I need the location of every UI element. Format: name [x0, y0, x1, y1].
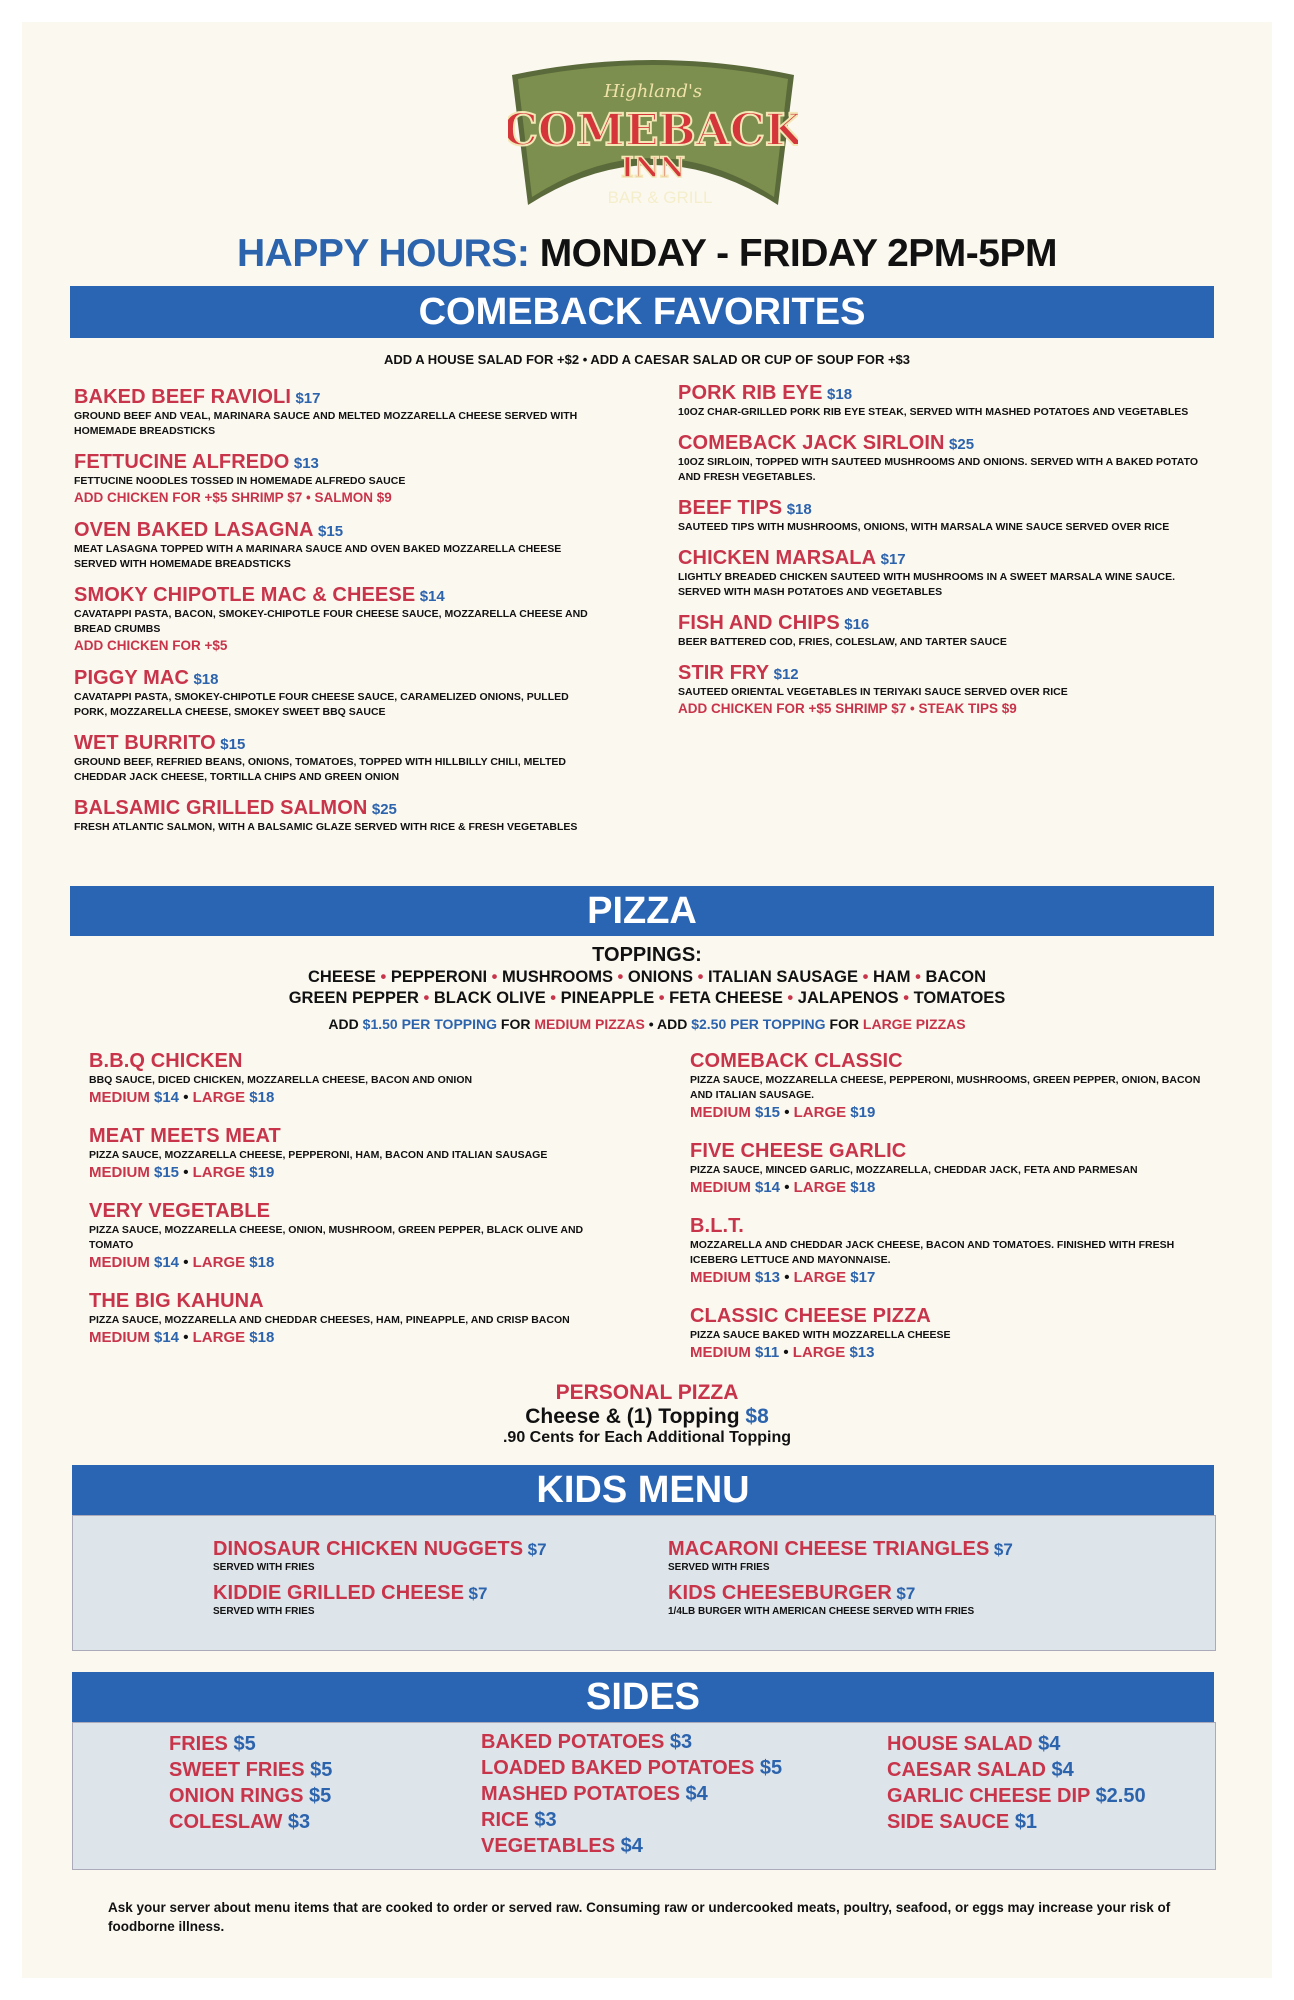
menu-item-price: $18 [786, 501, 812, 518]
menu-item-title-line [678, 547, 1238, 570]
menu-item-price: $25 [371, 801, 397, 818]
add-on-price: +$5 [808, 701, 832, 716]
side-item-price: $4 [620, 1835, 643, 1857]
pizza-description: BBQ SAUCE, DICED CHICKEN, MOZZARELLA CHEESE, BACON AND ONION [89, 1074, 473, 1086]
price-medium: $11 [755, 1344, 780, 1361]
topping-separator: • [858, 968, 873, 986]
side-item-name: SIDE SAUCE [887, 1811, 1010, 1833]
menu-item-price: $18 [193, 671, 219, 688]
size-label-large: LARGE [192, 1329, 246, 1346]
pizza-sizes: MEDIUM $14 • LARGE $18 [89, 1089, 275, 1106]
kids-item-price: $7 [896, 1584, 916, 1603]
topping-separator: • [782, 989, 798, 1007]
pizza-name: FIVE CHEESE GARLIC [690, 1140, 907, 1162]
menu-item-title-line [74, 386, 634, 409]
menu-item-price: $15 [220, 736, 246, 753]
menu-item-title-line [678, 382, 1238, 405]
menu-item [678, 432, 1238, 485]
topping-separator: • [898, 989, 914, 1007]
menu-item-title-line [678, 662, 1238, 685]
topping: TOMATOES [913, 989, 1006, 1007]
topping-separator: • [654, 989, 670, 1007]
topping: MUSHROOMS [502, 968, 613, 986]
side-item-name: COLESLAW [169, 1811, 283, 1833]
topping: PINEAPPLE [560, 989, 655, 1007]
topping: CHEESE [308, 968, 376, 986]
menu-item [74, 386, 634, 439]
menu-item-description: BEER BATTERED COD, FRIES, COLESLAW, AND TARTER SAUCE [678, 636, 1007, 648]
menu-item-name: CHICKEN MARSALA [678, 547, 877, 569]
side-item-price: $5 [759, 1757, 783, 1779]
kids-header: KIDS MENU [72, 1465, 1214, 1515]
personal-pizza-line: Cheese & (1) Topping [525, 1405, 740, 1428]
size-label-medium: MEDIUM [690, 1344, 751, 1361]
personal-pizza-price: $8 [745, 1405, 769, 1428]
size-label-medium: MEDIUM [89, 1164, 150, 1181]
sides-column-3 [887, 1731, 1146, 1835]
menu-item [74, 451, 634, 507]
size-label-large: LARGE [793, 1179, 847, 1196]
pizza-item [690, 1050, 1250, 1122]
menu-item-name: BALSAMIC GRILLED SALMON [74, 797, 368, 819]
side-item-name: RICE [481, 1809, 529, 1831]
side-item [481, 1729, 782, 1755]
pizza-item [89, 1290, 649, 1347]
price-large: $19 [249, 1164, 275, 1181]
menu-item-price: $15 [318, 523, 344, 540]
add-on-label: ADD CHICKEN FOR [74, 638, 201, 653]
toppings-line-1 [0, 968, 1294, 987]
pizza-description: PIZZA SAUCE BAKED WITH MOZZARELLA CHEESE [690, 1329, 951, 1341]
side-item [887, 1757, 1146, 1783]
kids-item [668, 1582, 974, 1618]
add-on-price: $7 [891, 701, 907, 716]
favorites-note: ADD A HOUSE SALAD FOR +$2 • ADD A CAESAR SALAD OR CUP OF SOUP FOR +$3 [383, 352, 911, 367]
menu-item-name: BEEF TIPS [678, 497, 783, 519]
pizza-item [690, 1305, 1250, 1362]
sides-column-2 [481, 1729, 782, 1859]
pizza-item [89, 1050, 649, 1107]
side-item-name: GARLIC CHEESE DIP [887, 1785, 1090, 1807]
side-item-name: VEGETABLES [481, 1835, 616, 1857]
menu-item [678, 382, 1238, 420]
topping-separator: • [375, 968, 391, 986]
size-label-large: LARGE [192, 1164, 246, 1181]
menu-item-name: PORK RIB EYE [678, 382, 823, 404]
price-medium: $13 [755, 1269, 781, 1286]
kids-item-title-line [668, 1582, 974, 1605]
size-label-medium: MEDIUM [89, 1329, 150, 1346]
pizza-description: PIZZA SAUCE, MOZZARELLA AND CHEDDAR CHEESES, HAM, PINEAPPLE, AND CRISP BACON [89, 1314, 570, 1326]
menu-item-description: LIGHTLY BREADED CHICKEN SAUTEED WITH MUSHROOMS IN A SWEET MARSALA WINE SAUCE. SERVED WITH MASH POTATOES AND VEGETABLES [678, 571, 1176, 598]
size-label-medium: MEDIUM [89, 1089, 150, 1106]
pizza-name: B.B.Q CHICKEN [89, 1050, 243, 1072]
menu-item-description: FRESH ATLANTIC SALMON, WITH A BALSAMIC GLAZE SERVED WITH RICE & FRESH VEGETABLES [74, 821, 578, 833]
menu-item-name: BAKED BEEF RAVIOLI [74, 386, 291, 408]
side-item-price: $3 [534, 1809, 557, 1831]
menu-item-title-line [74, 451, 634, 474]
size-label-large: LARGE [192, 1089, 246, 1106]
kids-item-price: $7 [527, 1540, 547, 1559]
topping: BACON [925, 968, 986, 986]
menu-item-description: CAVATAPPI PASTA, BACON, SMOKEY-CHIPOTLE FOUR CHEESE SAUCE, MOZZARELLA CHEESE AND BREAD CRUMBS [74, 608, 588, 635]
size-label-medium: MEDIUM [690, 1179, 751, 1196]
pizza-item [690, 1215, 1250, 1287]
side-item [169, 1783, 332, 1809]
pizza-name: VERY VEGETABLE [89, 1200, 271, 1222]
size-label-large: LARGE [192, 1254, 246, 1271]
pizza-item [89, 1125, 649, 1182]
side-item-price: $5 [233, 1733, 256, 1755]
pizza-description: PIZZA SAUCE, MINCED GARLIC, MOZZARELLA, CHEDDAR JACK, FETA AND PARMESAN [690, 1164, 1138, 1176]
menu-item-price: $17 [880, 551, 906, 568]
side-item-price: $3 [669, 1731, 693, 1753]
menu-item-description: MEAT LASAGNA TOPPED WITH A MARINARA SAUCE AND OVEN BAKED MOZZARELLA CHEESE SERVED WITH HOMEMADE BREADSTICKS [74, 543, 562, 570]
price-large: $18 [249, 1089, 275, 1106]
pizza-description: PIZZA SAUCE, MOZZARELLA CHEESE, PEPPERONI, MUSHROOMS, GREEN PEPPER, ONION, BACON AND ITALIAN SAUSAGE. [690, 1074, 1201, 1101]
favorites-left-column [74, 386, 634, 847]
kids-item-description: SERVED WITH FRIES [213, 1606, 315, 1617]
menu-item-description: GROUND BEEF AND VEAL, MARINARA SAUCE AND MELTED MOZZARELLA CHEESE SERVED WITH HOMEMADE BREADSTICKS [74, 410, 578, 437]
side-item [481, 1755, 782, 1781]
kids-item-description: 1/4LB BURGER WITH AMERICAN CHEESE SERVED WITH FRIES [668, 1606, 975, 1617]
pizza-name: CLASSIC CHEESE PIZZA [690, 1305, 931, 1327]
menu-item-description: 10OZ CHAR-GRILLED PORK RIB EYE STEAK, SERVED WITH MASHED POTATOES AND VEGETABLES [678, 406, 1189, 418]
menu-item-name: FISH AND CHIPS [678, 612, 840, 634]
menu-item-title-line [678, 432, 1238, 455]
pizza-description: MOZZARELLA AND CHEDDAR JACK CHEESE, BACON AND TOMATOES. FINISHED WITH FRESH ICEBERG LETTUCE AND MAYONNAISE. [690, 1239, 1175, 1266]
logo-line3: INN [620, 151, 686, 184]
menu-item-title-line [74, 519, 634, 542]
price-medium: $15 [755, 1104, 781, 1121]
add-on-label: SHRIMP [835, 701, 888, 716]
size-label-large: LARGE [793, 1269, 847, 1286]
kids-item-description: SERVED WITH FRIES [213, 1562, 315, 1573]
size-label-medium: MEDIUM [89, 1254, 150, 1271]
topping-separator: • [487, 968, 503, 986]
kids-item [213, 1582, 487, 1618]
menu-item [74, 667, 634, 720]
pizza-sizes: MEDIUM $14 • LARGE $18 [690, 1179, 876, 1196]
size-label-large: LARGE [793, 1104, 847, 1121]
menu-item-name: PIGGY MAC [74, 667, 189, 689]
side-item [887, 1783, 1146, 1809]
menu-item-description: 10OZ SIRLOIN, TOPPED WITH SAUTEED MUSHROOMS AND ONIONS. SERVED WITH A BAKED POTATO AND FRESH VEGETABLES. [678, 456, 1198, 483]
happy-hours [0, 232, 1294, 276]
personal-pizza-title: PERSONAL PIZZA [555, 1381, 739, 1404]
side-item-price: $1 [1014, 1811, 1038, 1833]
pizza-right-column [690, 1050, 1250, 1380]
side-item-price: $4 [1051, 1759, 1074, 1781]
pizza-sizes: MEDIUM $15 • LARGE $19 [690, 1104, 876, 1121]
menu-item-name: WET BURRITO [74, 732, 216, 754]
kids-item-title-line [668, 1538, 1013, 1561]
side-item [887, 1809, 1146, 1835]
menu-item-price: $25 [949, 436, 975, 453]
topping: HAM [872, 968, 911, 986]
menu-item-description: SAUTEED ORIENTAL VEGETABLES IN TERIYAKI SAUCE SERVED OVER RICE [678, 686, 1068, 698]
price-medium: $15 [154, 1164, 180, 1181]
side-item-name: BAKED POTATOES [481, 1731, 665, 1753]
price-large: $17 [850, 1269, 876, 1286]
pizza-sizes: MEDIUM $14 • LARGE $18 [89, 1329, 275, 1346]
kids-item-name: KIDDIE GRILLED CHEESE [213, 1582, 465, 1604]
menu-item-name: COMEBACK JACK SIRLOIN [678, 432, 945, 454]
side-item-price: $4 [685, 1783, 708, 1805]
menu-item [74, 584, 634, 655]
price-large: $19 [850, 1104, 876, 1121]
price-large: $13 [849, 1344, 875, 1361]
side-item [169, 1809, 332, 1835]
toppings-line-2 [0, 989, 1294, 1008]
add-on-options: ADD CHICKEN FOR +$5 SHRIMP $7 • SALMON $9 [74, 490, 392, 505]
pizza-name: MEAT MEETS MEAT [89, 1125, 281, 1147]
side-item-name: LOADED BAKED POTATOES [481, 1757, 755, 1779]
topping: PEPPERONI [390, 968, 488, 986]
kids-box [72, 1515, 1216, 1651]
add-on-price: $9 [1001, 701, 1017, 716]
sides-header: SIDES [72, 1672, 1214, 1722]
menu-item [678, 612, 1238, 650]
food-safety-disclaimer: Ask your server about menu items that are cooked to order or served raw. Consuming raw or undercooked meats, poultry, seafood, or eggs may increase your risk of foodborne illness. [108, 1900, 1171, 1934]
topping: FETA CHEESE [669, 989, 783, 1007]
sides-column-1 [169, 1731, 332, 1835]
side-item-price: $2.50 [1095, 1785, 1146, 1807]
add-on-price: +$5 [204, 638, 228, 653]
happy-hours-label: HAPPY HOURS: [237, 232, 530, 275]
topping-price-note: ADD $1.50 PER TOPPING FOR MEDIUM PIZZAS • ADD $2.50 PER TOPPING FOR LARGE PIZZAS [328, 1016, 966, 1032]
pizza-item [690, 1140, 1250, 1197]
toppings-label: TOPPINGS: [592, 944, 702, 966]
price-medium: $14 [154, 1329, 180, 1346]
menu-item-title-line [74, 667, 634, 690]
menu-item-price: $16 [844, 616, 870, 633]
logo-line4: BAR & GRILL [607, 188, 713, 207]
side-item-price: $5 [310, 1759, 333, 1781]
side-item [169, 1757, 332, 1783]
pizza-description: PIZZA SAUCE, MOZZARELLA CHEESE, PEPPERONI, HAM, BACON AND ITALIAN SAUSAGE [89, 1149, 548, 1161]
size-label-large: LARGE [792, 1344, 846, 1361]
pizza-item [89, 1200, 649, 1272]
menu-item-name: STIR FRY [678, 662, 770, 684]
topping: GREEN PEPPER [288, 989, 419, 1007]
menu-item-title-line [74, 732, 634, 755]
pizza-name: B.L.T. [690, 1215, 744, 1237]
pizza-sizes: MEDIUM $13 • LARGE $17 [690, 1269, 876, 1286]
pizza-sizes: MEDIUM $15 • LARGE $19 [89, 1164, 275, 1181]
side-item [481, 1807, 782, 1833]
favorites-right-column [678, 382, 1238, 730]
kids-item-price: $7 [993, 1540, 1013, 1559]
topping: ONIONS [627, 968, 694, 986]
menu-item-description: GROUND BEEF, REFRIED BEANS, ONIONS, TOMATOES, TOPPED WITH HILLBILLY CHILI, MELTED CHEDDAR JACK CHEESE, TORTILLA CHIPS AND GREEN ONION [74, 756, 566, 783]
kids-item-description: SERVED WITH FRIES [668, 1562, 770, 1573]
kids-item [213, 1538, 547, 1574]
menu-item-description: FETTUCINE NOODLES TOSSED IN HOMEMADE ALFREDO SAUCE [74, 475, 406, 487]
restaurant-logo [508, 55, 798, 225]
kids-item-title-line [213, 1582, 487, 1605]
add-on-label: STEAK TIPS [918, 701, 998, 716]
menu-item-title-line [74, 584, 634, 607]
menu-item [678, 497, 1238, 535]
menu-item [678, 547, 1238, 600]
pizza-description: PIZZA SAUCE, MOZZARELLA CHEESE, ONION, MUSHROOM, GREEN PEPPER, BLACK OLIVE AND TOMATO [89, 1224, 584, 1251]
add-on-label: SHRIMP [231, 490, 284, 505]
side-item-name: FRIES [169, 1733, 228, 1755]
topping-separator: • [693, 968, 708, 986]
menu-item [74, 519, 634, 572]
add-on-options: ADD CHICKEN FOR +$5 SHRIMP $7 • STEAK TIPS $9 [678, 701, 1017, 716]
sides-box [72, 1722, 1216, 1870]
menu-item-price: $18 [827, 386, 853, 403]
topping-separator: • [545, 989, 561, 1007]
logo-line2: COMEBACK [508, 105, 798, 156]
size-label-medium: MEDIUM [690, 1104, 751, 1121]
kids-item [668, 1538, 1013, 1574]
menu-item [678, 662, 1238, 718]
personal-pizza-extra: .90 Cents for Each Additional Topping [502, 1429, 791, 1446]
menu-item [74, 797, 634, 835]
add-on-label: ADD CHICKEN FOR [678, 701, 805, 716]
topping-separator: • [910, 968, 926, 986]
personal-pizza [0, 1381, 1294, 1447]
kids-item-title-line [213, 1538, 547, 1561]
side-item [481, 1833, 782, 1859]
pizza-name: THE BIG KAHUNA [89, 1290, 264, 1312]
side-item [481, 1781, 782, 1807]
price-large: $18 [249, 1329, 275, 1346]
menu-item-name: FETTUCINE ALFREDO [74, 451, 290, 473]
side-item-name: MASHED POTATOES [481, 1783, 680, 1805]
menu-item-price: $13 [293, 455, 319, 472]
logo-line1: Highland's [603, 81, 703, 102]
kids-item-price: $7 [468, 1584, 488, 1603]
menu-item-description: SAUTEED TIPS WITH MUSHROOMS, ONIONS, WITH MARSALA WINE SAUCE SERVED OVER RICE [678, 521, 1170, 533]
pizza-left-column [89, 1050, 649, 1365]
side-item-price: $4 [1038, 1733, 1061, 1755]
menu-item-title-line [678, 497, 1238, 520]
price-large: $18 [850, 1179, 876, 1196]
topping: JALAPENOS [797, 989, 899, 1007]
add-on-label: SALMON [314, 490, 373, 505]
pizza-name: COMEBACK CLASSIC [690, 1050, 903, 1072]
side-item [887, 1731, 1146, 1757]
side-item-name: HOUSE SALAD [887, 1733, 1033, 1755]
menu-item-price: $12 [773, 666, 799, 683]
topping: BLACK OLIVE [433, 989, 546, 1007]
price-medium: $14 [755, 1179, 781, 1196]
add-on-price: +$5 [204, 490, 228, 505]
menu-item-name: SMOKY CHIPOTLE MAC & CHEESE [74, 584, 416, 606]
add-on-label: ADD CHICKEN FOR [74, 490, 201, 505]
add-on-options [74, 637, 634, 655]
topping: ITALIAN SAUSAGE [707, 968, 858, 986]
price-large: $18 [249, 1254, 275, 1271]
side-item-price: $3 [287, 1811, 311, 1833]
kids-item-name: KIDS CHEESEBURGER [668, 1582, 892, 1604]
favorites-header: COMEBACK FAVORITES [70, 286, 1214, 338]
happy-hours-text: MONDAY - FRIDAY 2PM-5PM [539, 232, 1057, 275]
pizza-sizes: MEDIUM $11 • LARGE $13 [690, 1344, 875, 1361]
side-item-name: ONION RINGS [169, 1785, 304, 1807]
menu-item-title-line [74, 797, 634, 820]
kids-item-name: DINOSAUR CHICKEN NUGGETS [213, 1538, 524, 1560]
menu-item-title-line [678, 612, 1238, 635]
side-item-price: $5 [309, 1785, 332, 1807]
add-on-price: $9 [376, 490, 392, 505]
menu-item-name: OVEN BAKED LASAGNA [74, 519, 314, 541]
side-item-name: CAESAR SALAD [887, 1759, 1046, 1781]
menu-item-description: CAVATAPPI PASTA, SMOKEY-CHIPOTLE FOUR CHEESE SAUCE, CARAMELIZED ONIONS, PULLED PORK, MOZZARELLA CHEESE, SMOKEY SWEET BBQ SAUCE [74, 691, 569, 718]
kids-item-name: MACARONI CHEESE TRIANGLES [668, 1538, 990, 1560]
topping-separator: • [418, 989, 434, 1007]
side-item-name: SWEET FRIES [169, 1759, 305, 1781]
menu-item-price: $14 [419, 588, 445, 605]
pizza-sizes: MEDIUM $14 • LARGE $18 [89, 1254, 275, 1271]
pizza-header: PIZZA [70, 886, 1214, 936]
side-item [169, 1731, 332, 1757]
price-medium: $14 [154, 1254, 180, 1271]
price-medium: $14 [154, 1089, 180, 1106]
size-label-medium: MEDIUM [690, 1269, 751, 1286]
menu-item [74, 732, 634, 785]
topping-separator: • [612, 968, 628, 986]
menu-item-price: $17 [295, 390, 321, 407]
add-on-price: $7 [287, 490, 303, 505]
